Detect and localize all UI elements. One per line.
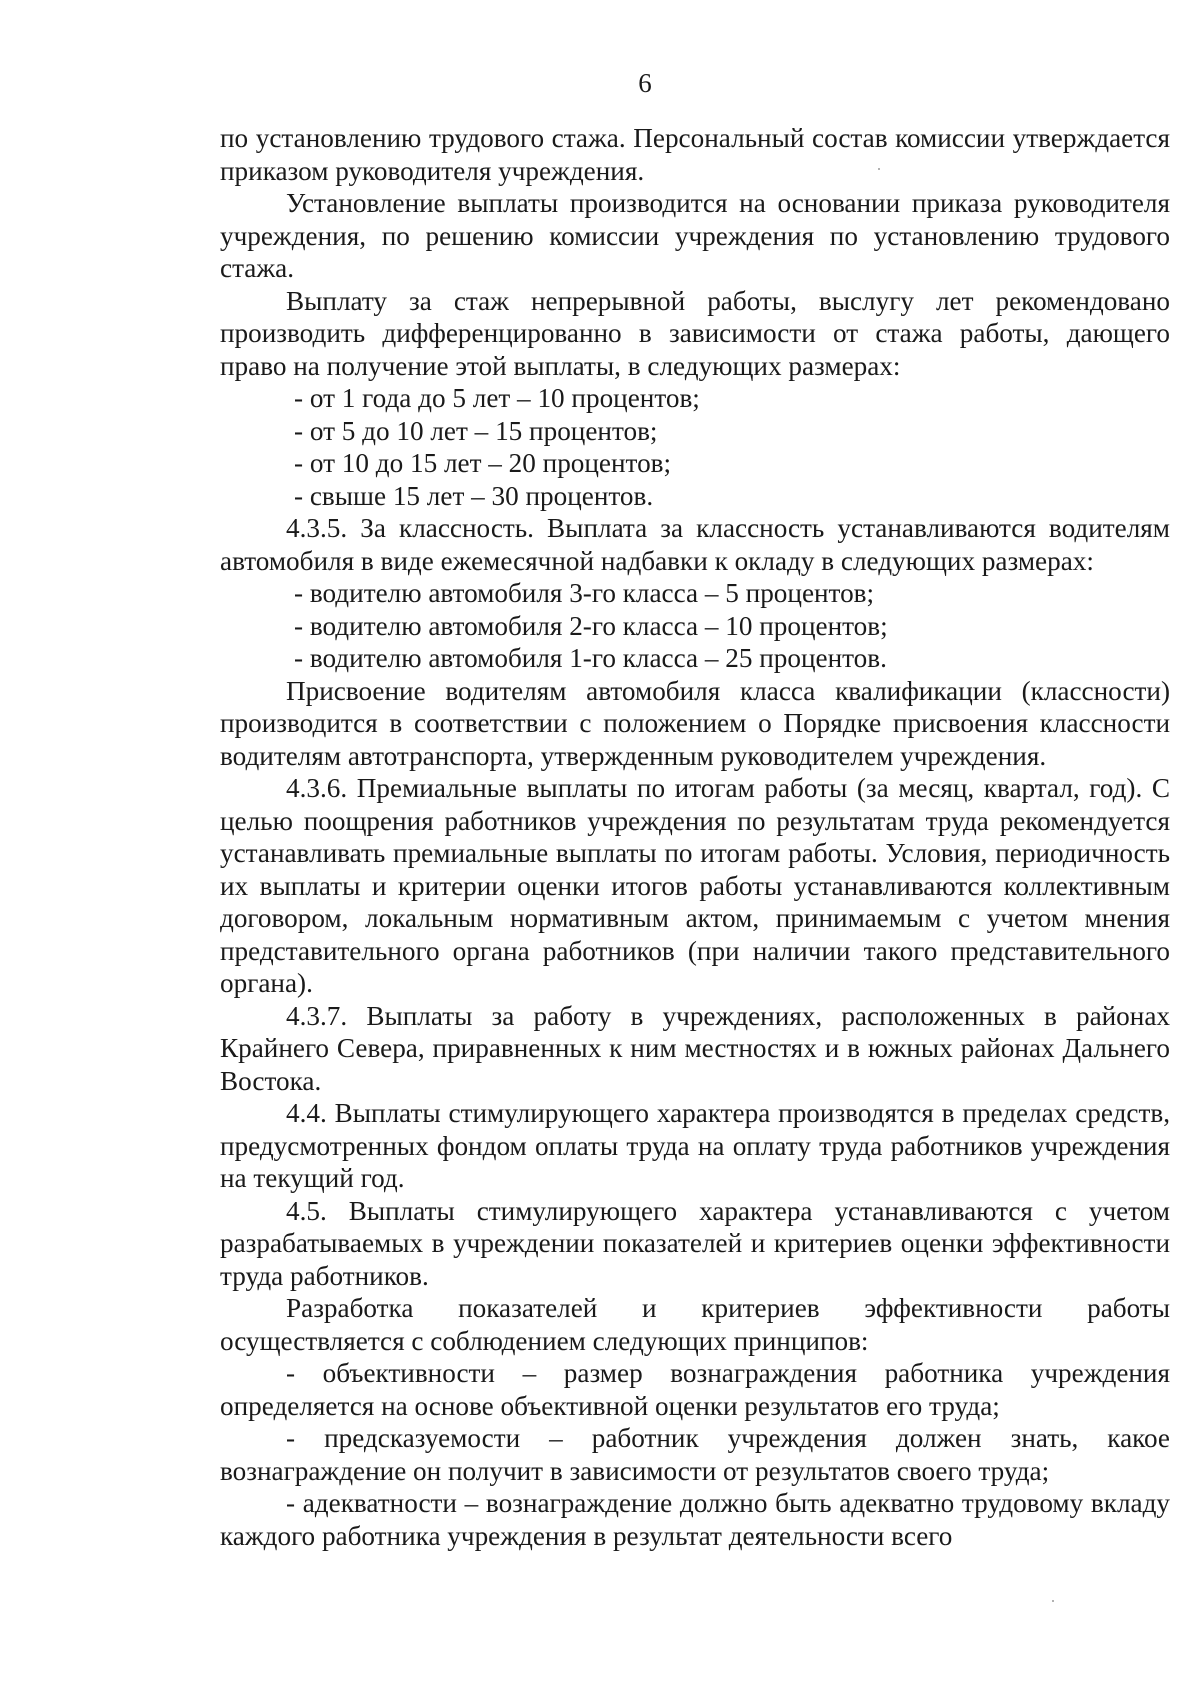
paragraph-commission: по установлению трудового стажа. Персональный состав комиссии утверждается приказом руководителя учреждения. [220,123,1170,186]
paragraph-objectivity: - объективности – размер вознаграждения работника учреждения определяется на основе объективной оценки результатов его труда; [220,1358,1170,1421]
paragraph-4-3-7: 4.3.7. Выплаты за работу в учреждениях, расположенных в районах Крайнего Севера, приравненных к ним местностях и в южных районах Дальнего Востока. [220,1000,1170,1096]
scan-speck [1052,1600,1054,1602]
list-item: - от 5 до 10 лет – 15 процентов; [294,415,658,446]
paragraph-seniority-payment: Выплату за стаж непрерывной работы, выслугу лет рекомендовано производить дифференцированно в зависимости от стажа работы, дающего право на получение этой выплаты, в следующих размерах: [220,285,1170,381]
paragraph-4-3-6: 4.3.6. Премиальные выплаты по итогам работы (за месяц, квартал, год). С целью поощрения работников учреждения по результатам труда рекомендуется устанавливать премиальные выплаты по итогам работы. Условия, периодичность их выплаты и критерии оценки итогов работы устанавливаются коллективным договором, локальным нормативным актом, принимаемым с учетом мнения представительного органа работников (при наличии такого представительного органа). [220,773,1170,998]
list-item: - водителю автомобиля 2-го класса – 10 процентов; [294,610,888,641]
paragraph-adequacy: - адекватности – вознаграждение должно быть адекватно трудовому вкладу каждого работника учреждения в результат деятельности всего [220,1488,1170,1551]
page-number: 6 [638,68,652,98]
document-body [220,122,1170,1552]
list-item: - водителю автомобиля 3-го класса – 5 процентов; [294,578,875,608]
paragraph-criteria-intro: Разработка показателей и критериев эффективности работы осуществляется с соблюдением следующих принципов: [220,1293,1170,1356]
paragraph-payment-order: Установление выплаты производится на основании приказа руководителя учреждения, по решению комиссии учреждения по установлению трудового стажа. [220,188,1170,283]
scan-speck [878,168,880,170]
paragraph-4-4: 4.4. Выплаты стимулирующего характера производятся в пределах средств, предусмотренных фондом оплаты труда на оплату труда работников учреждения на текущий год. [220,1098,1170,1193]
list-item: - от 10 до 15 лет – 20 процентов; [294,448,672,478]
paragraph-4-5: 4.5. Выплаты стимулирующего характера устанавливаются с учетом разрабатываемых в учреждении показателей и критериев оценки эффективности труда работников. [220,1195,1170,1291]
list-item: - водителю автомобиля 1-го класса – 25 процентов. [294,643,887,673]
driver-class-rates-list [220,577,1170,675]
paragraph-class-assignment: Присвоение водителям автомобиля класса квалификации (классности) производится в соответствии с положением о Порядке присвоения классности водителям автотранспорта, утвержденным руководителем учреждения. [220,675,1170,771]
paragraph-predictability: - предсказуемости – работник учреждения должен знать, какое вознаграждение он получит в зависимости от результатов своего труда; [220,1423,1170,1486]
list-item: - от 1 года до 5 лет – 10 процентов; [294,383,700,413]
paragraph-4-3-5: 4.3.5. За классность. Выплата за классность устанавливаются водителям автомобиля в виде ежемесячной надбавки к окладу в следующих размерах: [220,513,1170,576]
list-item: - свыше 15 лет – 30 процентов. [294,480,654,511]
seniority-rates-list [220,382,1170,512]
